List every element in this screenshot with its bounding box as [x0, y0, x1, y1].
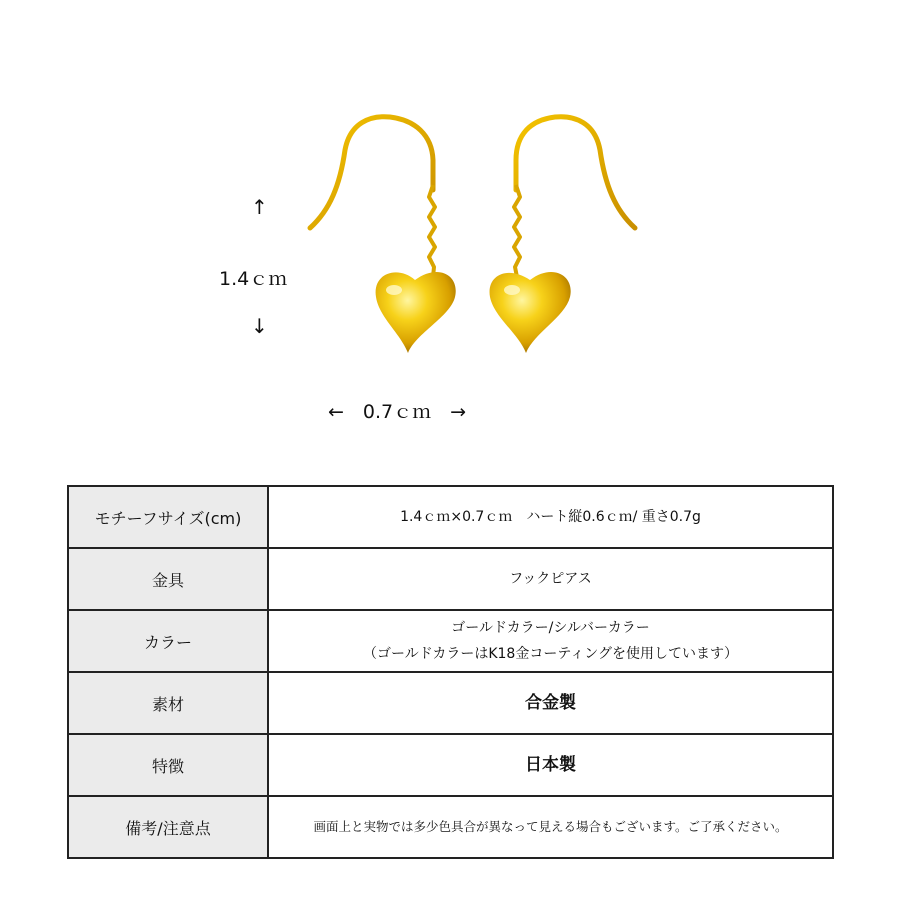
left-earring [310, 117, 456, 353]
row-value-feature: 日本製 [268, 734, 833, 796]
spec-table [67, 485, 834, 859]
row-label-material: 素材 [68, 672, 268, 734]
row-label-notes: 備考/注意点 [68, 796, 268, 858]
row-label-feature: 特徴 [68, 734, 268, 796]
row-value-motif-size: 1.4ｃｍ×0.7ｃｍ ハート縦0.6ｃｍ/ 重さ0.7g [268, 486, 833, 548]
down-arrow-icon: ↓ [251, 314, 268, 338]
right-earring [490, 117, 635, 353]
height-dimension-label: 1.4ｃｍ [219, 268, 288, 290]
row-label-fitting: 金具 [68, 548, 268, 610]
row-value-material: 合金製 [268, 672, 833, 734]
table-row [68, 610, 833, 672]
row-label-motif-size: モチーフサイズ(cm) [68, 486, 268, 548]
up-arrow-icon: ↑ [251, 195, 268, 219]
table-row [68, 672, 833, 734]
earrings-photo [290, 105, 660, 365]
table-row [68, 486, 833, 548]
row-value-notes: 画面上と実物では多少色具合が異なって見える場合もございます。ご了承ください。 [268, 796, 833, 858]
row-value-color [268, 610, 833, 672]
width-dimension-label: ← 0.7ｃｍ → [328, 401, 467, 423]
row-value-fitting: フックピアス [268, 548, 833, 610]
color-options-text: ゴールドカラー/シルバーカラー [451, 620, 650, 636]
color-coating-note: （ゴールドカラーはK18金コーティングを使用しています） [363, 646, 738, 662]
table-row [68, 548, 833, 610]
table-row [68, 734, 833, 796]
row-label-color: カラー [68, 610, 268, 672]
table-row [68, 796, 833, 858]
